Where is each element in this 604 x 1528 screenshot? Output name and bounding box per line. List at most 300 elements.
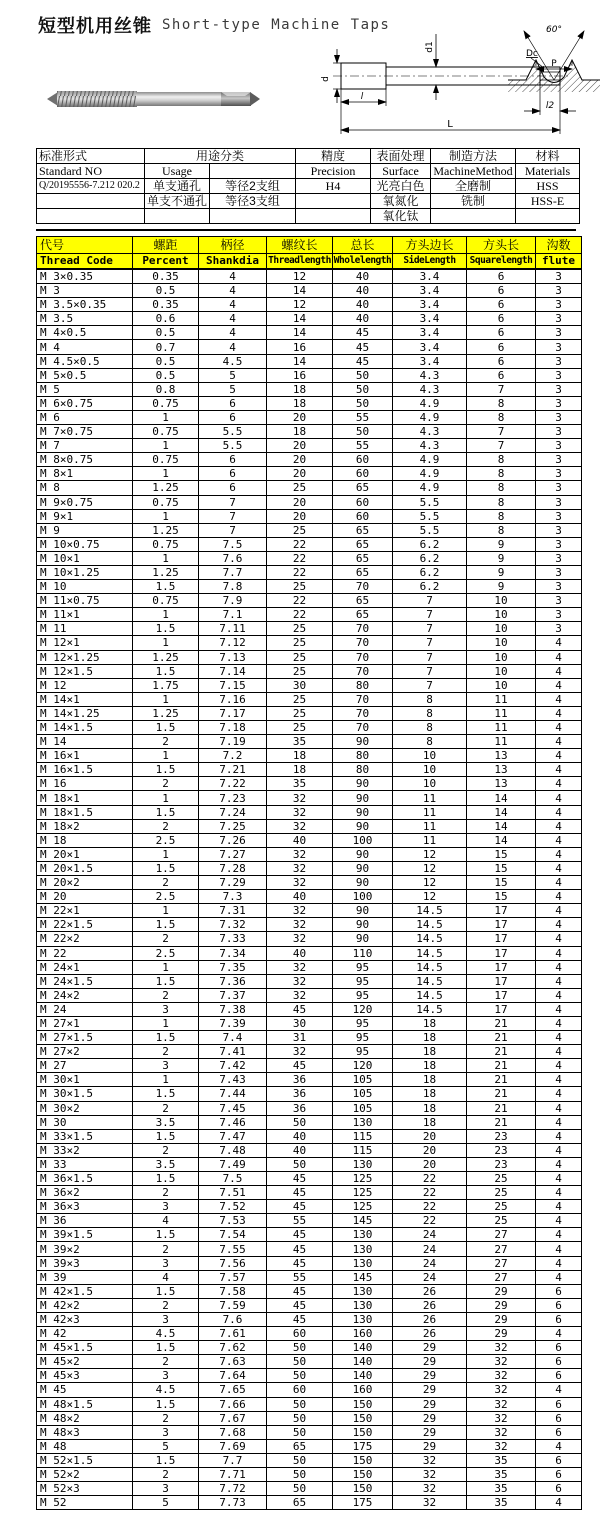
blank-cell [145, 209, 210, 224]
info-standard-label-en: Standard NO [37, 164, 145, 179]
info-table [36, 148, 580, 224]
cell-side-length: 26 [393, 1327, 467, 1341]
cell-shank-dia: 7.32 [199, 918, 267, 932]
cell-thread-length: 32 [267, 819, 333, 833]
cell-thread-code: M 48×2 [37, 1411, 133, 1425]
cell-thread-length: 32 [267, 876, 333, 890]
cell-flute: 4 [536, 847, 582, 861]
cell-side-length: 4.9 [393, 481, 467, 495]
cell-flute: 4 [536, 1016, 582, 1030]
cell-pitch: 1.5 [133, 1284, 199, 1298]
cell-shank-dia: 7.62 [199, 1341, 267, 1355]
cell-shank-dia: 7 [199, 509, 267, 523]
cell-square-length: 35 [467, 1467, 536, 1481]
cell-thread-length: 40 [267, 833, 333, 847]
cell-thread-length: 30 [267, 1016, 333, 1030]
cell-side-length: 6.2 [393, 565, 467, 579]
cell-whole-length: 100 [333, 890, 393, 904]
cell-thread-code: M 18×1.5 [37, 805, 133, 819]
cell-thread-code: M 52×2 [37, 1467, 133, 1481]
cell-shank-dia: 5.5 [199, 425, 267, 439]
blank-cell [210, 209, 296, 224]
cell-pitch: 2.5 [133, 890, 199, 904]
cell-whole-length: 45 [333, 340, 393, 354]
cell-thread-code: M 5×0.5 [37, 368, 133, 382]
cell-whole-length: 150 [333, 1482, 393, 1496]
spec-table-row [37, 1172, 582, 1186]
cell-flute: 4 [536, 1059, 582, 1073]
cell-side-length: 11 [393, 805, 467, 819]
cell-shank-dia: 6 [199, 396, 267, 410]
cell-pitch: 1 [133, 636, 199, 650]
cell-shank-dia: 6 [199, 453, 267, 467]
cell-flute: 6 [536, 1369, 582, 1383]
spec-table-row [37, 298, 582, 312]
cell-whole-length: 130 [333, 1256, 393, 1270]
cell-thread-code: M 10×1.25 [37, 565, 133, 579]
cell-pitch: 1 [133, 551, 199, 565]
cell-whole-length: 45 [333, 326, 393, 340]
cell-pitch: 1.5 [133, 1129, 199, 1143]
cell-flute: 3 [536, 523, 582, 537]
cell-flute: 6 [536, 1397, 582, 1411]
cell-flute: 4 [536, 1143, 582, 1157]
cell-shank-dia: 4.5 [199, 354, 267, 368]
cell-pitch: 1 [133, 509, 199, 523]
cell-thread-length: 18 [267, 749, 333, 763]
cell-side-length: 3.4 [393, 312, 467, 326]
cell-pitch: 1.5 [133, 622, 199, 636]
cell-thread-code: M 39 [37, 1270, 133, 1284]
cell-pitch: 1 [133, 1073, 199, 1087]
cell-thread-length: 36 [267, 1101, 333, 1115]
info-material-label: 材料 [516, 149, 580, 164]
cell-thread-length: 32 [267, 988, 333, 1002]
cell-thread-code: M 8 [37, 481, 133, 495]
cell-side-length: 3.4 [393, 269, 467, 284]
spec-table-row [37, 1453, 582, 1467]
cell-thread-length: 50 [267, 1397, 333, 1411]
cell-thread-length: 25 [267, 580, 333, 594]
spec-table-row [37, 368, 582, 382]
cell-whole-length: 150 [333, 1411, 393, 1425]
cell-square-length: 32 [467, 1411, 536, 1425]
dim-label-l2: l2 [545, 101, 555, 111]
cell-side-length: 20 [393, 1129, 467, 1143]
col-shank-dia-en: Shankdia [199, 254, 267, 270]
cell-square-length: 21 [467, 1059, 536, 1073]
cell-pitch: 5 [133, 1496, 199, 1510]
cell-whole-length: 70 [333, 721, 393, 735]
blank-cell [516, 209, 580, 224]
cell-side-length: 29 [393, 1397, 467, 1411]
cell-side-length: 24 [393, 1242, 467, 1256]
cell-square-length: 13 [467, 777, 536, 791]
cell-side-length: 14.5 [393, 932, 467, 946]
spec-table-row [37, 1397, 582, 1411]
cell-pitch: 4 [133, 1214, 199, 1228]
spec-table-row [37, 1439, 582, 1453]
cell-flute: 4 [536, 763, 582, 777]
cell-flute: 6 [536, 1425, 582, 1439]
cell-thread-length: 22 [267, 565, 333, 579]
cell-thread-code: M 45×1.5 [37, 1341, 133, 1355]
cell-flute: 3 [536, 340, 582, 354]
spec-table-row [37, 1256, 582, 1270]
cell-flute: 3 [536, 312, 582, 326]
cell-thread-length: 12 [267, 269, 333, 284]
cell-square-length: 27 [467, 1228, 536, 1242]
cell-square-length: 10 [467, 622, 536, 636]
cell-whole-length: 95 [333, 1031, 393, 1045]
cell-pitch: 0.35 [133, 269, 199, 284]
cell-side-length: 24 [393, 1256, 467, 1270]
cell-shank-dia: 7.3 [199, 890, 267, 904]
cell-pitch: 1.5 [133, 1087, 199, 1101]
cell-pitch: 1.5 [133, 1453, 199, 1467]
cell-whole-length: 130 [333, 1242, 393, 1256]
cell-square-length: 11 [467, 735, 536, 749]
cell-shank-dia: 7.71 [199, 1467, 267, 1481]
cell-thread-length: 32 [267, 847, 333, 861]
cell-thread-length: 32 [267, 861, 333, 875]
cell-thread-code: M 22 [37, 946, 133, 960]
cell-flute: 4 [536, 1496, 582, 1510]
spec-table-row [37, 551, 582, 565]
cell-pitch: 1 [133, 960, 199, 974]
cell-square-length: 8 [467, 509, 536, 523]
cell-side-length: 12 [393, 876, 467, 890]
cell-shank-dia: 4 [199, 326, 267, 340]
cell-shank-dia: 7 [199, 495, 267, 509]
cell-shank-dia: 7.15 [199, 678, 267, 692]
cell-side-length: 11 [393, 833, 467, 847]
cell-whole-length: 70 [333, 622, 393, 636]
cell-pitch: 1.25 [133, 565, 199, 579]
material-hss: HSS [516, 179, 580, 194]
spec-table-row [37, 664, 582, 678]
cell-flute: 4 [536, 1242, 582, 1256]
cell-flute: 4 [536, 960, 582, 974]
cell-flute: 4 [536, 721, 582, 735]
cell-flute: 6 [536, 1453, 582, 1467]
cell-side-length: 8 [393, 721, 467, 735]
cell-thread-code: M 4×0.5 [37, 326, 133, 340]
cell-thread-length: 18 [267, 425, 333, 439]
cell-thread-code: M 20×1.5 [37, 861, 133, 875]
cell-pitch: 1.5 [133, 580, 199, 594]
cell-whole-length: 95 [333, 960, 393, 974]
cell-side-length: 14.5 [393, 1002, 467, 1016]
cell-square-length: 29 [467, 1312, 536, 1326]
cell-shank-dia: 7.49 [199, 1157, 267, 1171]
tap-photo [44, 78, 266, 122]
cell-thread-code: M 39×1.5 [37, 1228, 133, 1242]
cell-whole-length: 65 [333, 537, 393, 551]
cell-square-length: 21 [467, 1045, 536, 1059]
cell-thread-length: 55 [267, 1214, 333, 1228]
cell-flute: 3 [536, 396, 582, 410]
cell-pitch: 2 [133, 777, 199, 791]
cell-square-length: 10 [467, 594, 536, 608]
cell-square-length: 17 [467, 946, 536, 960]
cell-shank-dia: 7.11 [199, 622, 267, 636]
cell-square-length: 17 [467, 1002, 536, 1016]
cell-thread-code: M 24×1.5 [37, 974, 133, 988]
cell-thread-code: M 42×3 [37, 1312, 133, 1326]
cell-pitch: 2.5 [133, 833, 199, 847]
cell-square-length: 8 [467, 453, 536, 467]
cell-shank-dia: 7.35 [199, 960, 267, 974]
cell-flute: 3 [536, 594, 582, 608]
cell-thread-length: 12 [267, 298, 333, 312]
cell-thread-length: 22 [267, 537, 333, 551]
cell-pitch: 0.5 [133, 284, 199, 298]
cell-flute: 3 [536, 298, 582, 312]
cell-shank-dia: 4 [199, 284, 267, 298]
cell-thread-code: M 39×2 [37, 1242, 133, 1256]
spec-table-row [37, 608, 582, 622]
cell-pitch: 2 [133, 1355, 199, 1369]
cell-thread-code: M 4 [37, 340, 133, 354]
spec-table-row [37, 1016, 582, 1030]
cell-whole-length: 90 [333, 791, 393, 805]
cell-side-length: 29 [393, 1341, 467, 1355]
cell-square-length: 27 [467, 1242, 536, 1256]
cell-flute: 4 [536, 1045, 582, 1059]
spec-table-row [37, 1087, 582, 1101]
cell-shank-dia: 7.54 [199, 1228, 267, 1242]
cell-whole-length: 175 [333, 1496, 393, 1510]
cell-whole-length: 160 [333, 1383, 393, 1397]
spec-table-row [37, 918, 582, 932]
spec-table-row [37, 1186, 582, 1200]
cell-thread-code: M 45 [37, 1383, 133, 1397]
cell-shank-dia: 7.36 [199, 974, 267, 988]
cell-whole-length: 130 [333, 1298, 393, 1312]
method-milled: 铣制 [431, 194, 516, 209]
cell-whole-length: 130 [333, 1157, 393, 1171]
cell-thread-code: M 33 [37, 1157, 133, 1171]
cell-whole-length: 60 [333, 453, 393, 467]
cell-shank-dia: 5 [199, 382, 267, 396]
cell-thread-code: M 27×2 [37, 1045, 133, 1059]
cell-whole-length: 145 [333, 1214, 393, 1228]
cell-square-length: 15 [467, 876, 536, 890]
spec-table-row [37, 1467, 582, 1481]
cell-side-length: 14.5 [393, 988, 467, 1002]
col-flute-en: flute [536, 254, 582, 270]
cell-whole-length: 90 [333, 904, 393, 918]
cell-shank-dia: 4 [199, 340, 267, 354]
spec-table-row [37, 1383, 582, 1397]
cell-flute: 6 [536, 1482, 582, 1496]
cell-thread-length: 35 [267, 777, 333, 791]
cell-pitch: 0.75 [133, 594, 199, 608]
cell-square-length: 11 [467, 706, 536, 720]
cell-flute: 4 [536, 932, 582, 946]
cell-flute: 3 [536, 354, 582, 368]
cell-square-length: 29 [467, 1327, 536, 1341]
cell-thread-code: M 52 [37, 1496, 133, 1510]
cell-thread-length: 22 [267, 594, 333, 608]
cell-shank-dia: 7.37 [199, 988, 267, 1002]
cell-thread-code: M 12×1.5 [37, 664, 133, 678]
cell-shank-dia: 7.43 [199, 1073, 267, 1087]
cell-whole-length: 60 [333, 467, 393, 481]
cell-flute: 3 [536, 509, 582, 523]
info-surface-label: 表面处理 [371, 149, 431, 164]
cell-thread-length: 40 [267, 1143, 333, 1157]
cell-whole-length: 55 [333, 439, 393, 453]
cell-square-length: 21 [467, 1101, 536, 1115]
cell-thread-code: M 11×1 [37, 608, 133, 622]
cell-flute: 4 [536, 861, 582, 875]
spec-table-row [37, 537, 582, 551]
cell-thread-code: M 18×2 [37, 819, 133, 833]
cell-flute: 3 [536, 425, 582, 439]
cell-thread-code: M 24×1 [37, 960, 133, 974]
cell-side-length: 18 [393, 1115, 467, 1129]
cell-pitch: 0.75 [133, 425, 199, 439]
cell-pitch: 1 [133, 467, 199, 481]
cell-whole-length: 65 [333, 481, 393, 495]
cell-pitch: 2 [133, 1242, 199, 1256]
cell-side-length: 29 [393, 1425, 467, 1439]
cell-thread-code: M 42×1.5 [37, 1284, 133, 1298]
cell-thread-code: M 11 [37, 622, 133, 636]
spec-table-row [37, 1059, 582, 1073]
cell-thread-code: M 39×3 [37, 1256, 133, 1270]
cell-whole-length: 100 [333, 833, 393, 847]
cell-flute: 4 [536, 1031, 582, 1045]
spec-table-row [37, 678, 582, 692]
cell-flute: 4 [536, 1383, 582, 1397]
info-row-values-3 [37, 209, 580, 224]
cell-square-length: 17 [467, 974, 536, 988]
cell-flute: 3 [536, 565, 582, 579]
cell-thread-code: M 42 [37, 1327, 133, 1341]
cell-side-length: 7 [393, 608, 467, 622]
cell-thread-code: M 48×1.5 [37, 1397, 133, 1411]
cell-whole-length: 90 [333, 777, 393, 791]
spec-table-row [37, 735, 582, 749]
cell-shank-dia: 7.61 [199, 1327, 267, 1341]
cell-flute: 3 [536, 537, 582, 551]
cell-shank-dia: 7.44 [199, 1087, 267, 1101]
cell-thread-length: 25 [267, 481, 333, 495]
cell-flute: 4 [536, 791, 582, 805]
cell-pitch: 2 [133, 1298, 199, 1312]
cell-thread-code: M 52×3 [37, 1482, 133, 1496]
usage-set-of-3: 等径3支组 [210, 194, 296, 209]
spec-table-row [37, 565, 582, 579]
cell-pitch: 3 [133, 1482, 199, 1496]
spec-table-row [37, 1341, 582, 1355]
cell-thread-code: M 45×2 [37, 1355, 133, 1369]
spec-table-row [37, 1045, 582, 1059]
cell-shank-dia: 7.59 [199, 1298, 267, 1312]
cell-square-length: 32 [467, 1341, 536, 1355]
spec-table-row [37, 974, 582, 988]
cell-thread-code: M 20 [37, 890, 133, 904]
cell-shank-dia: 6 [199, 467, 267, 481]
spec-table-row [37, 946, 582, 960]
cell-shank-dia: 5 [199, 368, 267, 382]
cell-pitch: 1.75 [133, 678, 199, 692]
cell-side-length: 4.3 [393, 439, 467, 453]
cell-whole-length: 90 [333, 932, 393, 946]
cell-square-length: 6 [467, 298, 536, 312]
cell-flute: 4 [536, 1186, 582, 1200]
cell-thread-code: M 5 [37, 382, 133, 396]
cell-square-length: 14 [467, 819, 536, 833]
cell-flute: 3 [536, 269, 582, 284]
cell-side-length: 32 [393, 1482, 467, 1496]
info-material-label-en: Materials [516, 164, 580, 179]
cell-shank-dia: 6 [199, 410, 267, 424]
col-shank-dia-zh: 柄径 [199, 237, 267, 254]
cell-shank-dia: 7.42 [199, 1059, 267, 1073]
spec-table-row [37, 1355, 582, 1369]
cell-side-length: 7 [393, 678, 467, 692]
cell-thread-code: M 4.5×0.5 [37, 354, 133, 368]
cell-flute: 4 [536, 819, 582, 833]
cell-square-length: 17 [467, 988, 536, 1002]
cell-thread-length: 25 [267, 523, 333, 537]
cell-shank-dia: 7.53 [199, 1214, 267, 1228]
cell-side-length: 5.5 [393, 495, 467, 509]
cell-flute: 4 [536, 1327, 582, 1341]
cell-whole-length: 65 [333, 608, 393, 622]
spec-table-row [37, 410, 582, 424]
cell-shank-dia: 7.17 [199, 706, 267, 720]
cell-shank-dia: 7.14 [199, 664, 267, 678]
cell-shank-dia: 7.65 [199, 1383, 267, 1397]
cell-whole-length: 50 [333, 368, 393, 382]
cell-square-length: 10 [467, 636, 536, 650]
cell-whole-length: 120 [333, 1059, 393, 1073]
cell-flute: 4 [536, 1101, 582, 1115]
cell-shank-dia: 7.48 [199, 1143, 267, 1157]
cell-pitch: 3 [133, 1425, 199, 1439]
cell-flute: 4 [536, 664, 582, 678]
cell-side-length: 10 [393, 763, 467, 777]
cell-square-length: 14 [467, 805, 536, 819]
cell-whole-length: 140 [333, 1355, 393, 1369]
cell-pitch: 2 [133, 735, 199, 749]
cell-thread-code: M 9×1 [37, 509, 133, 523]
spec-table-row [37, 777, 582, 791]
cell-flute: 4 [536, 876, 582, 890]
cell-thread-length: 45 [267, 1312, 333, 1326]
cell-pitch: 2 [133, 1101, 199, 1115]
dim-label-l: l [360, 92, 364, 102]
cell-shank-dia: 7.7 [199, 565, 267, 579]
cell-square-length: 15 [467, 847, 536, 861]
cell-thread-length: 50 [267, 1157, 333, 1171]
cell-pitch: 1.25 [133, 523, 199, 537]
cell-side-length: 14.5 [393, 974, 467, 988]
cell-thread-length: 20 [267, 439, 333, 453]
cell-whole-length: 50 [333, 396, 393, 410]
spec-header-zh [37, 237, 582, 254]
spec-table-row [37, 453, 582, 467]
cell-shank-dia: 7.1 [199, 608, 267, 622]
cell-pitch: 1 [133, 791, 199, 805]
cell-whole-length: 65 [333, 594, 393, 608]
cell-pitch: 2 [133, 1186, 199, 1200]
